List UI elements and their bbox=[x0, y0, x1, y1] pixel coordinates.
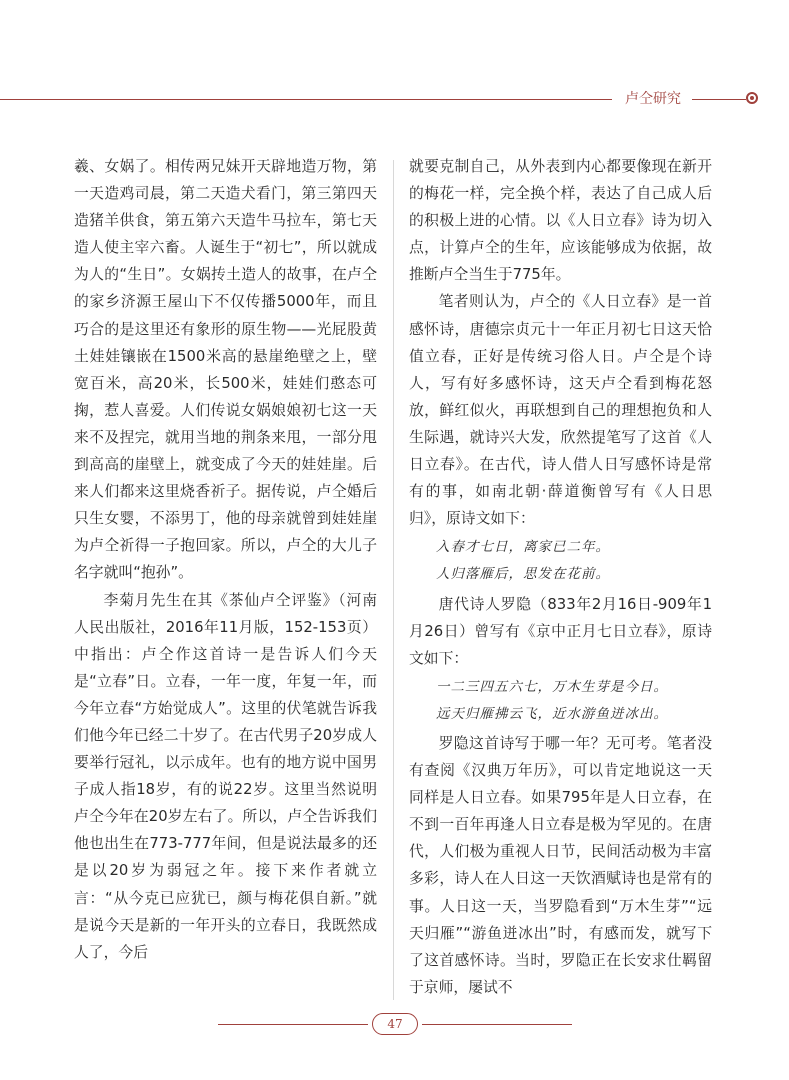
poem-line: 入春才七日，离家已二年。 bbox=[436, 539, 610, 556]
poem-line: 一二三四五六七，万木生芽是今日。 bbox=[436, 678, 668, 695]
poem-line: 远天归雁拂云飞，近水游鱼迸冰出。 bbox=[436, 705, 668, 722]
paragraph: 就要克制自己，从外表到内心都要像现在新开的梅花一样，完全换个样，表达了自己成人后的积极上进的心情。以《人日立春》诗为切入点，计算卢仝的生年，应该能够成为依据，故推断卢仝当生于775年。 bbox=[409, 158, 712, 284]
paragraph: 罗隐这首诗写于哪一年？无可考。笔者没有查阅《汉典万年历》，可以肯定地说这一天同样是人日立春。如果795年是人日立春，在不到一百年再逢人日立春是极为罕见的。在唐代，人们极为重视人日节，民间活动极为丰富多彩，诗人在人日这一天饮酒赋诗也是常有的事。人日这一天，当罗隐看到“万木生芽”“远天归雁”“游鱼迸冰出”时，有感而发，就写下了这首感怀诗。当时，罗隐正在长安求仕羁留于京师，屡试不 bbox=[409, 734, 712, 996]
header-rule-right bbox=[692, 99, 746, 100]
left-text-column bbox=[74, 153, 377, 966]
column-divider bbox=[393, 160, 394, 1000]
page-number: 47 bbox=[372, 1013, 418, 1035]
paragraph: 笔者则认为，卢仝的《人日立春》是一首感怀诗，唐德宗贞元十一年正月初七日这天恰值立春，正好是传统习俗人日。卢仝是个诗人，写有好多感怀诗，这天卢仝看到梅花怒放，鲜红似火，再联想到自己的理想抱负和人生际遇，就诗兴大发，欣然提笔写了这首《人日立春》。在古代，诗人借人日写感怀诗是常有的事，如南北朝·薛道衡曾写有《人日思归》，原诗文如下： bbox=[409, 293, 712, 528]
paragraph: 李菊月先生在其《茶仙卢仝评鉴》（河南人民出版社，2016年11月版，152-153页）中指出：卢仝作这首诗一是告诉人们今天是“立春”日。立春，一年一度，年复一年，而今年立春“方始觉成人”。这里的伏笔就告诉我们他今年已经二十岁了。在古代男子20岁成人要举行冠礼，以示成年。也有的地方说中国男子成人指18岁，有的说22岁。这里当然说明卢仝今年在20岁左右了。所以，卢仝告诉我们他也出生在773-777年间，但是说法最多的还是以20岁为弱冠之年。接下来作者就立言：“从今克已应犹已，颜与梅花俱自新。”就是说今天是新的一年开头的立春日，我既然成人了，今后 bbox=[74, 591, 377, 961]
footer-rule-right bbox=[422, 1024, 572, 1025]
right-text-column bbox=[409, 153, 712, 1001]
target-dot-icon bbox=[746, 92, 758, 104]
header-rule-left bbox=[0, 99, 612, 100]
section-title: 卢仝研究 bbox=[625, 91, 681, 107]
paragraph: 羲、女娲了。相传两兄妹开天辟地造万物，第一天造鸡司晨，第二天造犬看门，第三第四天造猪羊供食，第五第六天造牛马拉车，第七天造人使主宰六畜。人诞生于“初七”，所以就成为人的“生日”。女娲抟土造人的故事，在卢仝的家乡济源王屋山下不仅传播5000年，而且巧合的是这里还有象形的原生物——光屁股黄土娃娃镶嵌在1500米高的悬崖绝壁之上，壁宽百米，高20米，长500米，娃娃们憨态可掬，惹人喜爱。人们传说女娲娘娘初七这一天来不及捏完，就用当地的荆条来甩，一部分甩到高高的崖壁上，就变成了今天的娃娃崖。后来人们都来这里烧香祈子。据传说，卢仝婚后只生女婴，不添男丁，他的母亲就曾到娃娃崖为卢仝祈得一子抱回家。所以，卢仝的大儿子名字就叫“抱孙”。 bbox=[74, 158, 377, 582]
poem-line: 人归落雁后，思发在花前。 bbox=[436, 566, 610, 583]
footer-rule-left bbox=[218, 1024, 368, 1025]
paragraph: 唐代诗人罗隐（833年2月16日-909年1月26日）曾写有《京中正月七日立春》，原诗文如下： bbox=[409, 595, 712, 667]
